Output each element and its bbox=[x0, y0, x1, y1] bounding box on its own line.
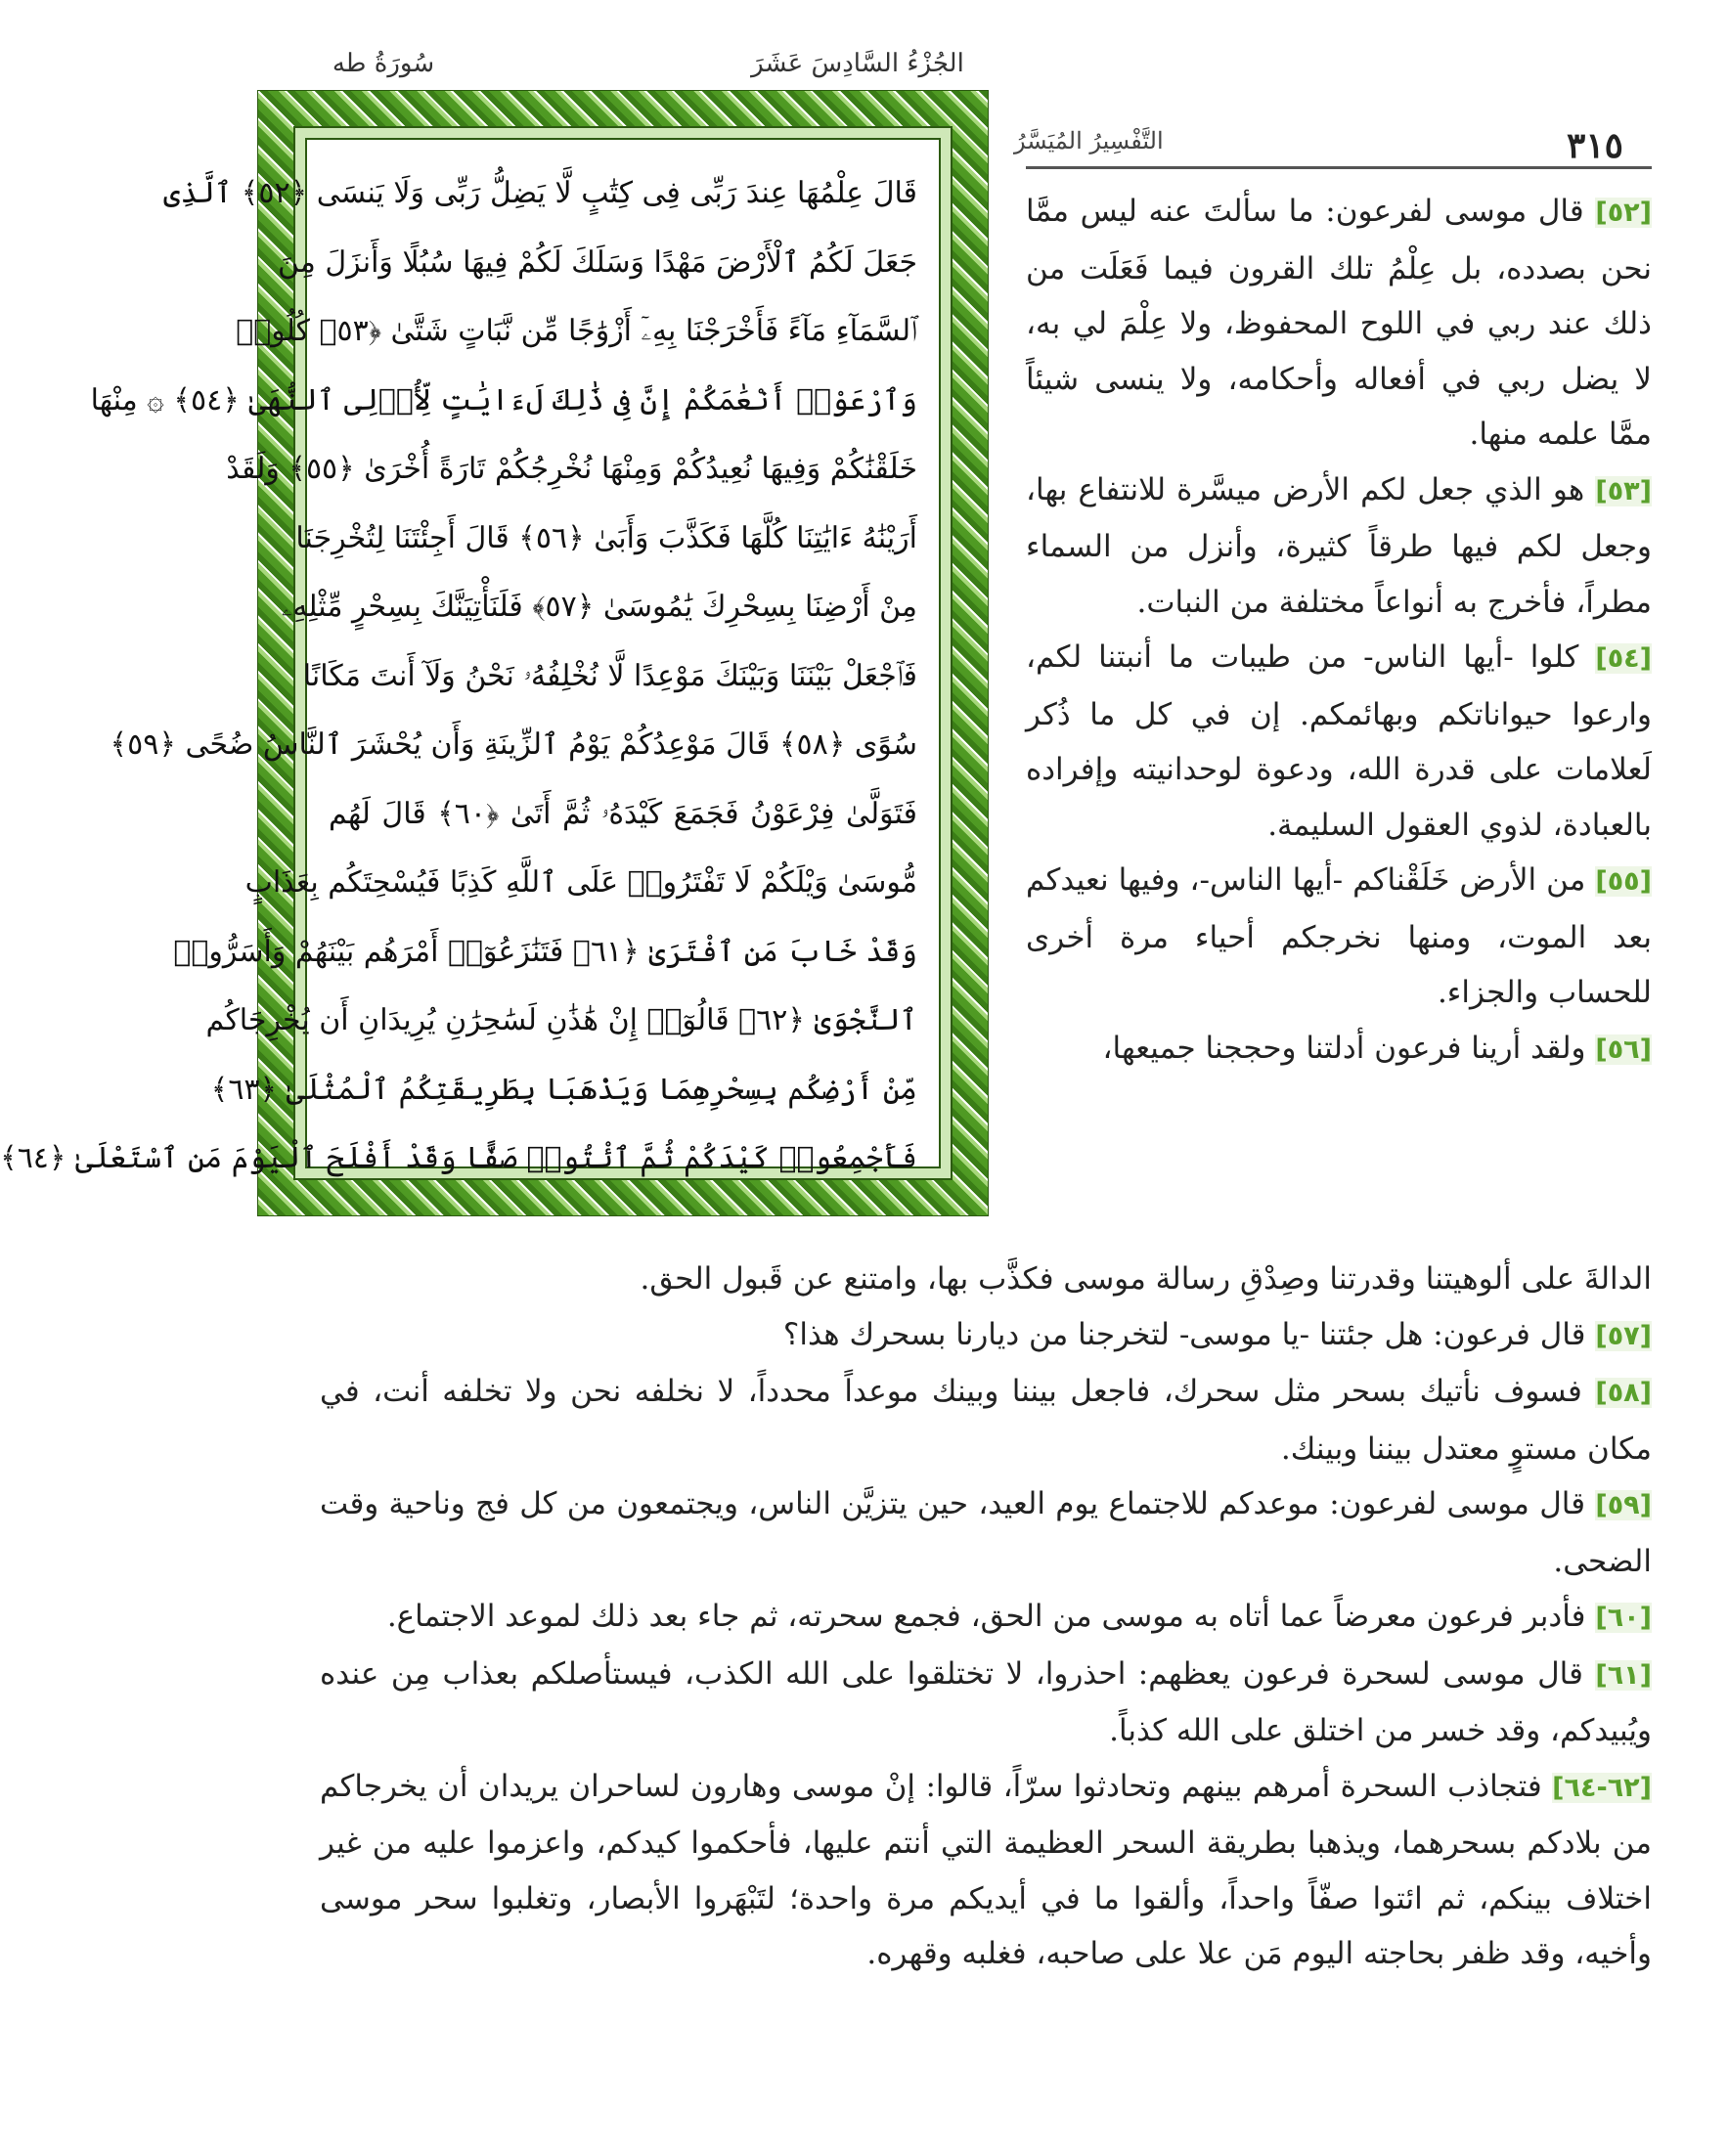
tafsir-column bbox=[1026, 184, 1652, 1078]
tafsir-text: فتجاذب السحرة أمرهم بينهم وتحادثوا سرّاً، قالوا: إنْ موسى وهارون لساحران يريدان أن يخرجاكم من بلادكم بسحرهما، ويذهبا بطريقة السحر العظيمة التي أنتم عليها، فأحكموا كيدكم، واعزموا عليه من غير اختلاف بينكم، ثم ائتوا صفّاً واحداً، وألقوا ما في أيديكم مرة واحدة؛ لتَبْهَروا الأبصار، وتغلبوا سحر موسى وأخيه، وقد ظفر بحاجته اليوم مَن علا على صاحبه، فغلبه وقهره. bbox=[320, 1768, 1652, 1971]
tafsir-paragraph bbox=[320, 1307, 1652, 1365]
verse-number-badge: [٥٤] bbox=[1595, 643, 1652, 674]
quran-line: مِّنْ أَرْضِكُم بِسِحْرِهِمَا وَيَذْهَبَا بِطَرِيقَتِكُمُ ٱلْمُثْلَىٰ ﴿٦٣﴾ bbox=[210, 1072, 917, 1107]
quran-line: خَلَقْنَٰكُمْ وَفِيهَا نُعِيدُكُمْ وَمِنْهَا نُخْرِجُكُمْ تَارَةً أُخْرَىٰ ﴿٥٥﴾ وَلَقَدْ bbox=[226, 452, 917, 486]
quran-line: ٱلنَّجْوَىٰ ﴿٦٢﴾ قَالُوٓا۟ إِنْ هَٰذَٰنِ لَسَٰحِرَٰنِ يُرِيدَانِ أَن يُخْرِجَاكُم bbox=[205, 1003, 917, 1037]
tafsir-paragraph bbox=[1026, 853, 1652, 1021]
quran-line: فَٱجْعَلْ بَيْنَنَا وَبَيْنَكَ مَوْعِدًا لَّا نُخْلِفُهُۥ نَحْنُ وَلَآ أَنتَ مَكَانًا bbox=[302, 658, 917, 693]
quran-line: فَتَوَلَّىٰ فِرْعَوْنُ فَجَمَعَ كَيْدَهُۥ ثُمَّ أَتَىٰ ﴿٦٠﴾ قَالَ لَهُم bbox=[329, 796, 917, 831]
tafsir-full-width bbox=[320, 1252, 1652, 1982]
verse-number-badge: [٦١] bbox=[1595, 1659, 1652, 1691]
tafsir-paragraph bbox=[1026, 184, 1652, 462]
tafsir-text: فسوف نأتيك بسحر مثل سحرك، فاجعل بيننا وبينك موعداً محدداً، لا نخلفه نحن ولا تخلفه أنت، في مكان مستوٍ معتدل بيننا وبينك. bbox=[320, 1374, 1652, 1467]
tafsir-text: قال فرعون: هل جئتنا -يا موسى- لتخرجنا من ديارنا بسحرك هذا؟ bbox=[782, 1316, 1596, 1352]
verse-number-badge: [٥٧] bbox=[1595, 1320, 1652, 1351]
tafsir-text: قال موسى لفرعون: موعدكم للاجتماع يوم العيد، حين يتزيَّن الناس، ويجتمعون من كل فج وناحية وقت الضحى. bbox=[320, 1486, 1652, 1579]
tafsir-paragraph bbox=[1026, 1021, 1652, 1078]
verse-number-badge: [٥٩] bbox=[1595, 1490, 1652, 1520]
tafsir-text: ولقد أرينا فرعون أدلتنا وحججنا جميعها، bbox=[1102, 1030, 1596, 1066]
quran-line: مُّوسَىٰ وَيْلَكُمْ لَا تَفْتَرُوا۟ عَلَى ٱللَّهِ كَذِبًا فَيُسْحِتَكُم بِعَذَابٍ bbox=[244, 865, 917, 900]
tafsir-paragraph bbox=[320, 1647, 1652, 1759]
quran-line: أَرَيْنَٰهُ ءَايَٰتِنَا كُلَّهَا فَكَذَّبَ وَأَبَىٰ ﴿٥٦﴾ قَالَ أَجِئْتَنَا لِتُخْرِجَنَا bbox=[295, 520, 917, 555]
verse-number-badge: [٥٢] bbox=[1595, 198, 1652, 228]
tafsir-paragraph bbox=[320, 1476, 1652, 1589]
tafsir-paragraph bbox=[320, 1364, 1652, 1476]
tafsir-text: من الأرض خَلَقْناكم -أيها الناس-، وفيها نعيدكم بعد الموت، ومنها نخرجكم أحياء مرة أخرى للحساب والجزاء. bbox=[1026, 862, 1652, 1010]
tafsir-text: هو الذي جعل لكم الأرض ميسَّرة للانتفاع بها، وجعل لكم فيها طرقاً كثيرة، وأنزل من السماء مطراً، فأخرج به أنواعاً مختلفة من النبات. bbox=[1026, 471, 1652, 620]
quran-line: فَأَجْمِعُوا۟ كَيْدَكُمْ ثُمَّ ٱئْتُوا۟ صَفًّا وَقَدْ أَفْلَحَ ٱلْيَوْمَ مَنِ ٱسْتَعْلَىٰ ﴿٦٤﴾ bbox=[0, 1141, 917, 1175]
quran-line: وَٱرْعَوْا۟ أَنْعَٰمَكُمْ إِنَّ فِى ذَٰلِكَ لَءَايَٰتٍ لِّأُو۟لِى ٱلنُّهَىٰ ﴿٥٤﴾ ۞ مِنْهَا bbox=[90, 382, 917, 418]
verse-number-badge: [٥٨] bbox=[1595, 1378, 1652, 1408]
frame-inner-border bbox=[0, 126, 953, 1180]
quran-line: قَالَ عِلْمُهَا عِندَ رَبِّى فِى كِتَٰبٍ لَّا يَضِلُّ رَبِّى وَلَا يَنسَى ﴿٥٢﴾ ٱلَّذِى bbox=[162, 176, 917, 210]
surah-header: سُورَةُ طه bbox=[332, 49, 435, 78]
quran-line: ٱلسَّمَآءِ مَآءً فَأَخْرَجْنَا بِهِۦٓ أَزْوَٰجًا مِّن نَّبَاتٍ شَتَّىٰ ﴿٥٣﴾ كُلُوا۟ bbox=[236, 314, 917, 348]
tafsir-text: كلوا -أيها الناس- من طيبات ما أنبتنا لكم، وارعوا حيواناتكم وبهائمكم. إن في كل ما ذُكر لَعلامات على قدرة الله، ودعوة لوحدانيته وإفراده بالعبادة، لذوي العقول السليمة. bbox=[1026, 639, 1652, 843]
quran-text-box bbox=[0, 138, 941, 1175]
verse-number-badge: [٥٣] bbox=[1595, 475, 1652, 506]
tafsir-text: فأدبر فرعون معرضاً عما أتاه به موسى من الحق، فجمع سحرته، ثم جاء بعد ذلك لموعد الاجتماع. bbox=[386, 1599, 1596, 1634]
page-number: ٣١٥ bbox=[1567, 125, 1624, 166]
quran-line: مِنْ أَرْضِنَا بِسِحْرِكَ يَٰمُوسَىٰ ﴿٥٧﴾ فَلَنَأْتِيَنَّكَ بِسِحْرٍ مِّثْلِهِۦ bbox=[281, 590, 917, 624]
tafsir-paragraph bbox=[320, 1759, 1652, 1982]
verse-number-badge: [٦٢-٦٤] bbox=[1552, 1772, 1652, 1803]
tafsir-text: الدالةَ على ألوهيتنا وقدرتنا وصِدْقِ رسالة موسى فكذَّب بها، وامتنع عن قَبول الحق. bbox=[640, 1261, 1652, 1297]
tafsir-title: التَّفْسِيرُ المُيَسَّرُ bbox=[1014, 127, 1164, 154]
quran-line: جَعَلَ لَكُمُ ٱلْأَرْضَ مَهْدًا وَسَلَكَ لَكُمْ فِيهَا سُبُلًا وَأَنزَلَ مِنَ bbox=[277, 244, 917, 280]
tafsir-paragraph bbox=[1026, 462, 1652, 631]
juz-header: الجُزْءُ السَّادِسَ عَشَرَ bbox=[751, 49, 964, 78]
tafsir-paragraph bbox=[320, 1589, 1652, 1647]
tafsir-text: قال موسى لفرعون: ما سألتَ عنه ليس ممَّا نحن بصدده، بل عِلْمُ تلك القرون فيما فَعَلَت من ذلك عند ربي في اللوح المحفوظ، ولا عِلْمَ لي به، لا يضل ربي في أفعاله وأحكامه، ولا ينسى شيئاً ممَّا علمه منها. bbox=[1026, 194, 1652, 452]
tafsir-paragraph bbox=[320, 1252, 1652, 1307]
quran-line: وَقَدْ خَابَ مَنِ ٱفْتَرَىٰ ﴿٦١﴾ فَتَنَٰزَعُوٓا۟ أَمْرَهُم بَيْنَهُمْ وَأَسَرُّوا۟ bbox=[173, 934, 917, 969]
verse-number-badge: [٥٥] bbox=[1595, 866, 1652, 897]
quran-ornamental-frame bbox=[0, 90, 989, 1216]
quran-line: سُوًى ﴿٥٨﴾ قَالَ مَوْعِدُكُمْ يَوْمُ ٱلزِّينَةِ وَأَن يُحْشَرَ ٱلنَّاسُ ضُحًى ﴿٥٩﴾ bbox=[110, 727, 917, 762]
verse-number-badge: [٦٠] bbox=[1595, 1603, 1652, 1633]
tafsir-text: قال موسى لسحرة فرعون يعظهم: احذروا، لا تختلقوا على الله الكذب، فيستأصلكم بعذاب مِن عنده ويُبيدكم، وقد خسر من اختلق على الله كذباً. bbox=[320, 1655, 1652, 1748]
verse-number-badge: [٥٦] bbox=[1595, 1034, 1652, 1065]
tafsir-paragraph bbox=[1026, 630, 1652, 853]
header-divider bbox=[1026, 166, 1652, 169]
